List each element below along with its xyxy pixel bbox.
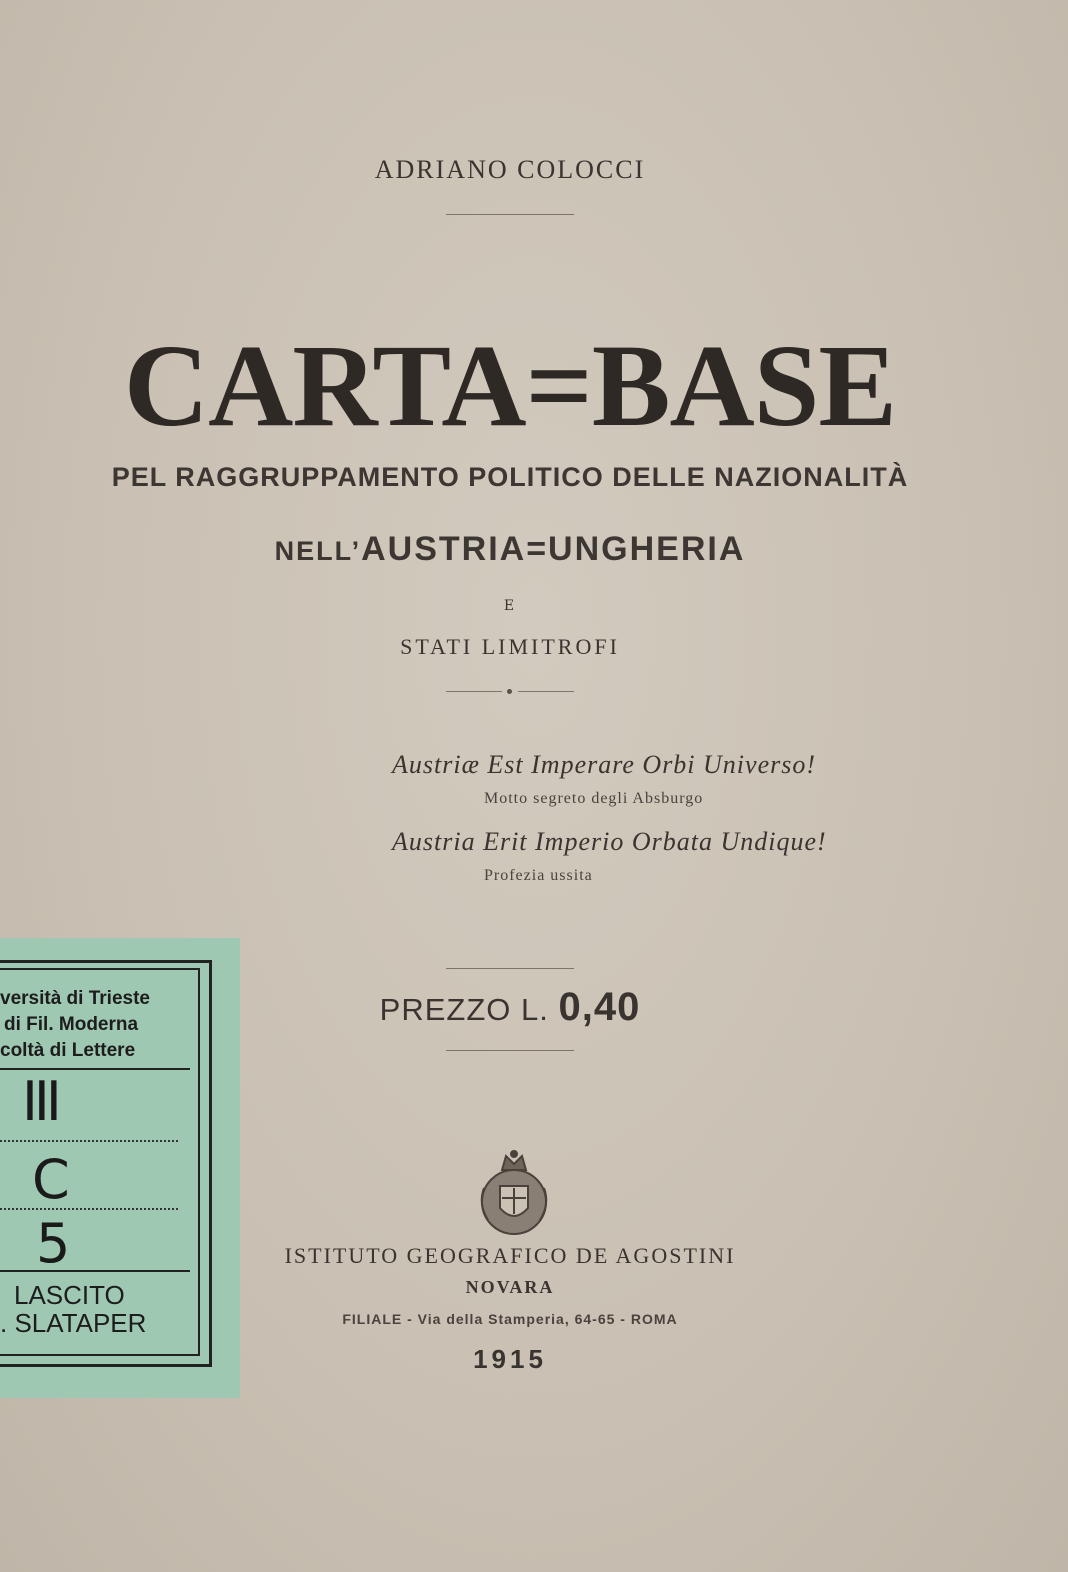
conjunction: E: [503, 598, 517, 614]
publisher-city: NOVARA: [465, 1277, 555, 1297]
motto-2-source: Profezia ussita: [484, 867, 593, 884]
ornament-rule-left: [446, 691, 502, 692]
subtitle-line-3: STATI LIMITROFI: [400, 634, 620, 659]
stamp-dotted-line: [0, 1208, 178, 1210]
author-name: ADRIANO COLOCCI: [374, 155, 646, 184]
subtitle-line-1: PEL RAGGRUPPAMENTO POLITICO DELLE NAZIONALITÀ: [111, 462, 909, 492]
ornament-rule-right: [518, 691, 574, 692]
ornament-dot-icon: [507, 689, 512, 694]
royal-crest-icon: [474, 1148, 554, 1238]
subtitle-line-2-main: AUSTRIA=UNGHERIA: [361, 530, 746, 568]
publication-year: 1915: [473, 1344, 547, 1374]
stamp-line-2: di Fil. Moderna: [4, 1014, 139, 1035]
divider: [446, 214, 574, 215]
motto-1: Austriæ Est Imperare Orbi Universo!: [392, 750, 817, 779]
shelfmark-row-3: 5: [36, 1212, 71, 1275]
stamp-bequest-1: LASCITO: [14, 1280, 125, 1310]
publisher-branch: FILIALE - Via della Stamperia, 64-65 - ROMA: [342, 1311, 678, 1327]
motto-2: Austria Erit Imperio Orbata Undique!: [392, 827, 827, 856]
price-label: PREZZO L.: [379, 992, 549, 1027]
price-value: 0,40: [558, 985, 641, 1029]
stamp-bequest-2: . SLATAPER: [0, 1308, 147, 1338]
divider: [446, 968, 574, 969]
stamp-dotted-line: [0, 1140, 178, 1142]
stamp-divider: [0, 1270, 190, 1272]
motto-1-source: Motto segreto degli Absburgo: [484, 790, 704, 807]
stamp-line-1: versità di Trieste: [0, 988, 150, 1009]
shelfmark-row-1: III: [22, 1070, 58, 1133]
subtitle-line-2: [0, 530, 1020, 569]
stamp-line-3: coltà di Lettere: [0, 1040, 136, 1061]
divider: [446, 1050, 574, 1051]
main-title: CARTA=BASE: [123, 320, 897, 451]
subtitle-line-2-prefix: NELL’: [274, 536, 362, 566]
shelfmark-row-2: C: [32, 1148, 70, 1211]
publisher-name: ISTITUTO GEOGRAFICO DE AGOSTINI: [284, 1243, 736, 1268]
